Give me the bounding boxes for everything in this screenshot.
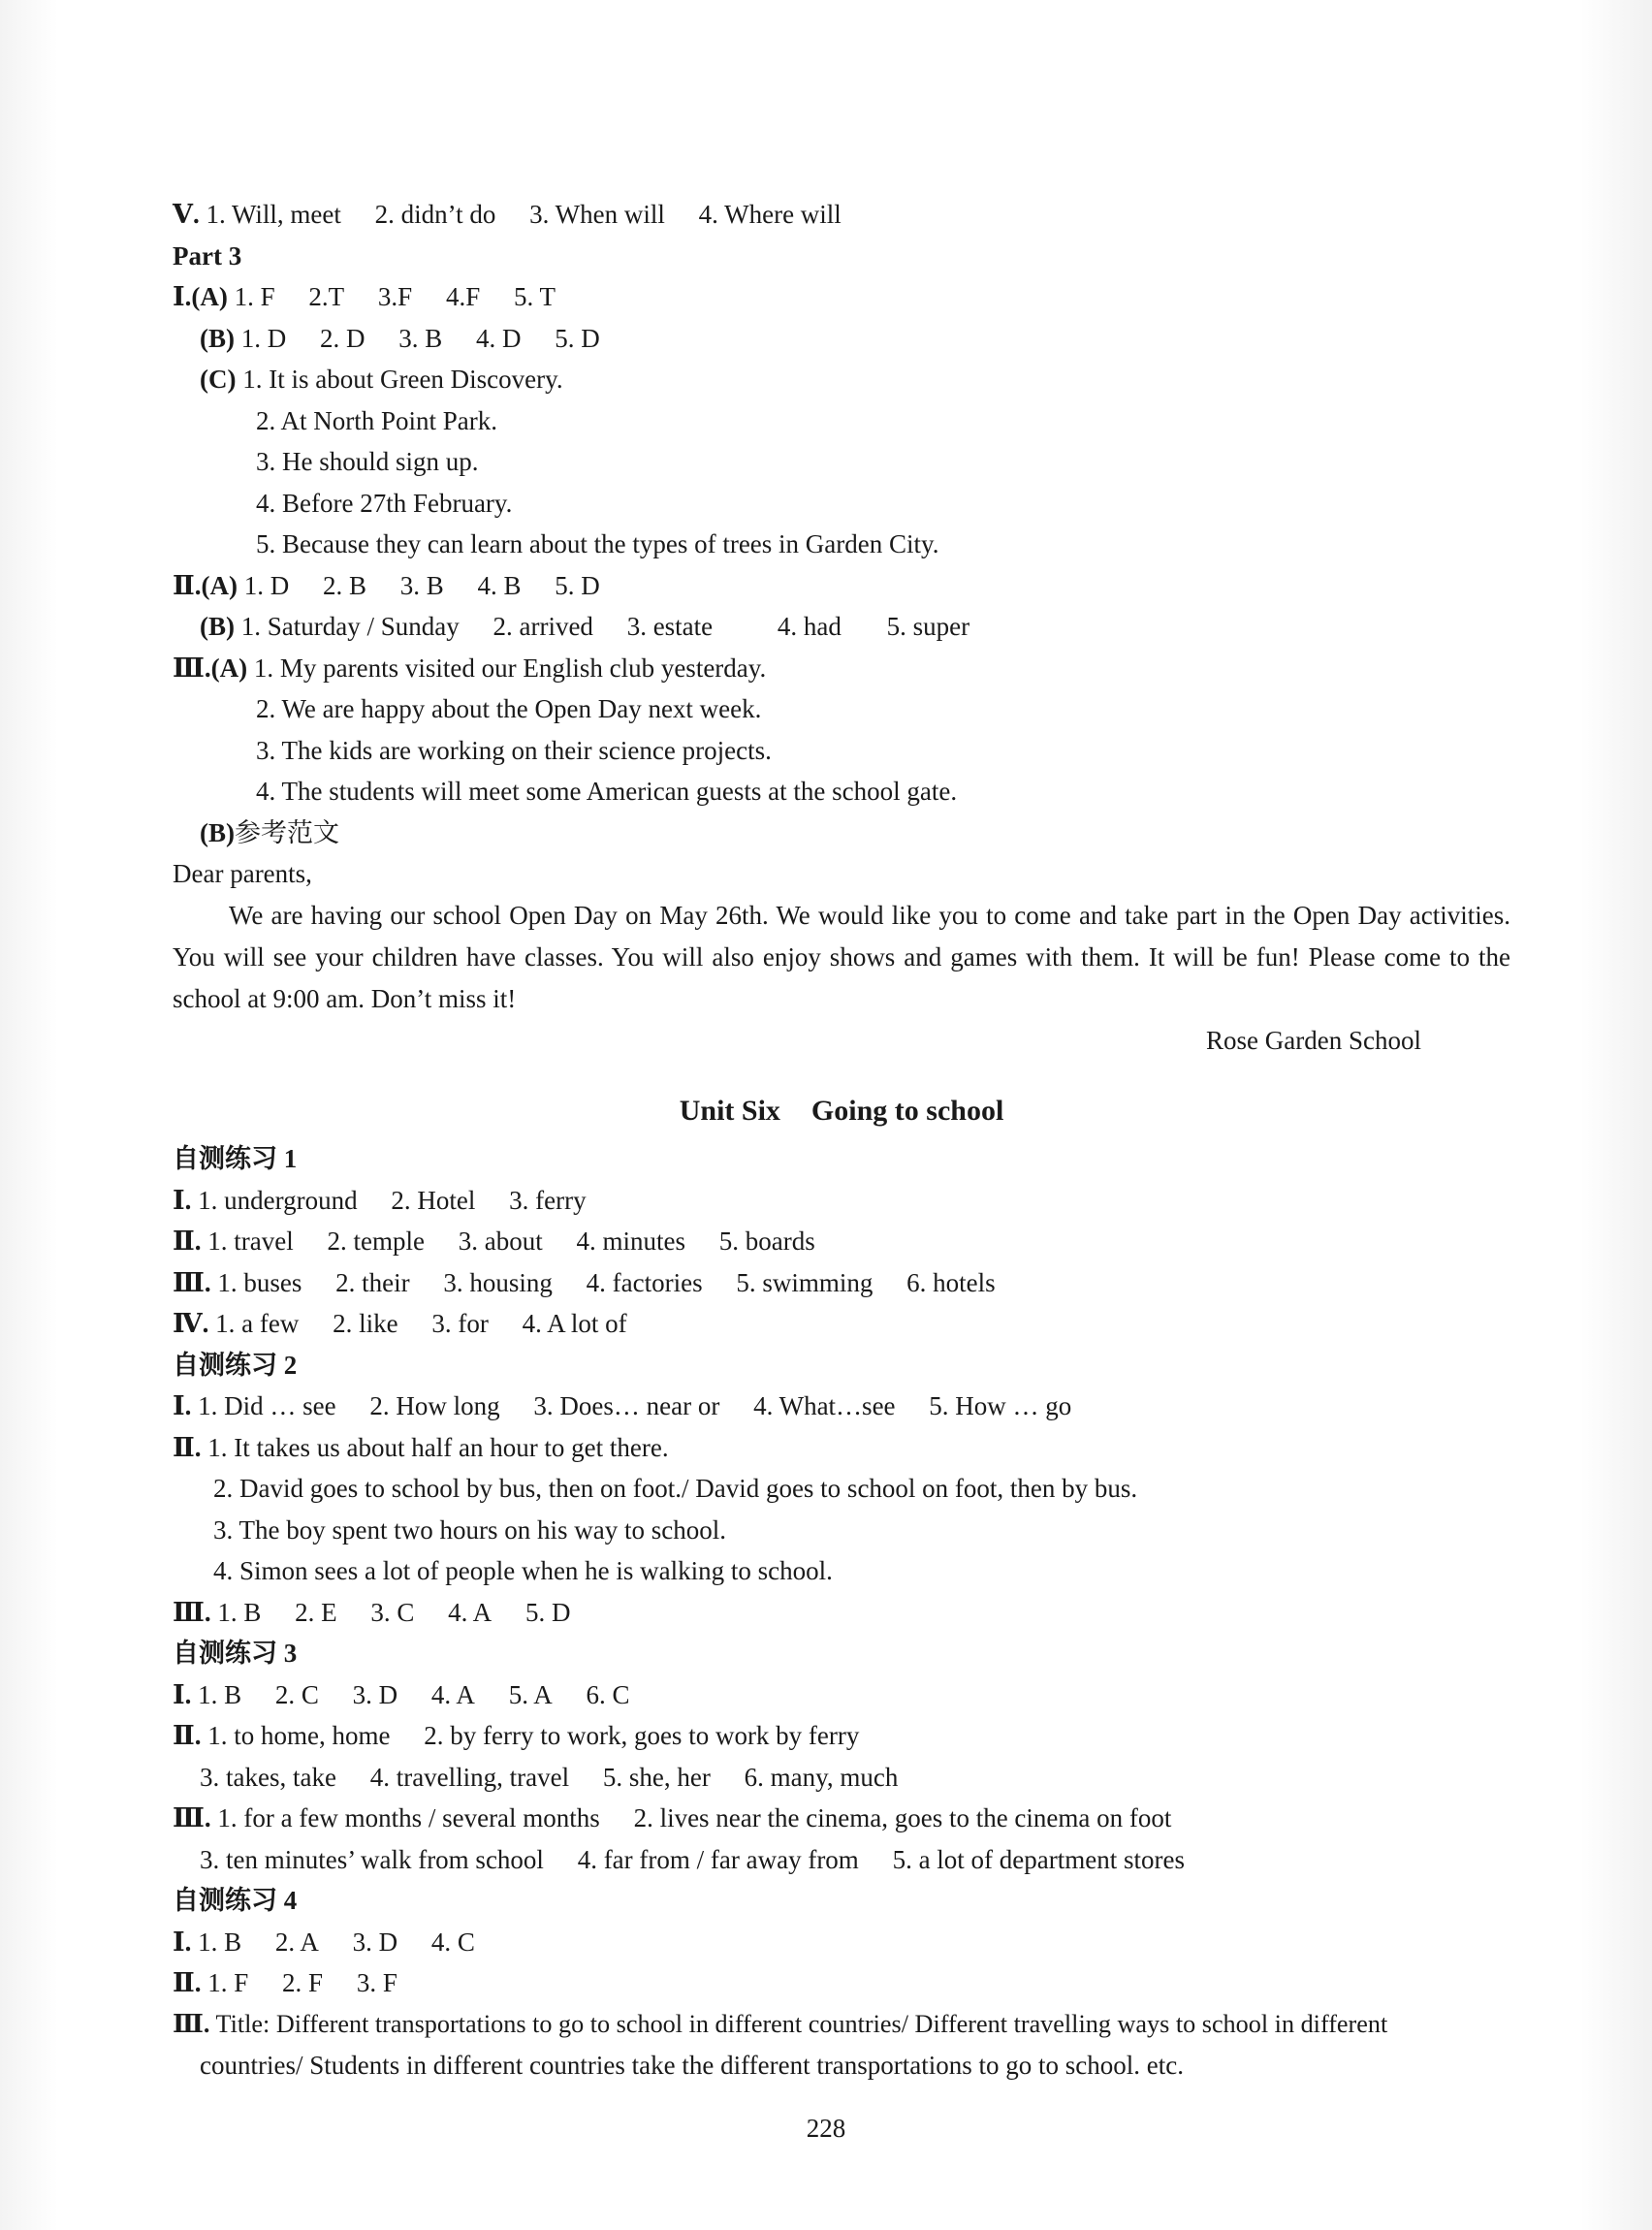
answer-row bbox=[173, 1674, 1510, 1716]
section-tag: (C) bbox=[200, 365, 237, 394]
answer-item: 2. A bbox=[274, 1927, 319, 1957]
answer-item: 3. ferry bbox=[509, 1185, 587, 1215]
answer-row-p3-3b bbox=[173, 812, 1510, 854]
answer-row-continued bbox=[173, 1839, 1510, 1881]
answer-row-v bbox=[173, 194, 1510, 236]
answer-item: 2. Hotel bbox=[391, 1185, 476, 1215]
answer-item: 3. D bbox=[352, 1679, 398, 1709]
answer-sentence: 2. We are happy about the Open Day next week. bbox=[256, 694, 762, 723]
answer-item: 1. underground bbox=[198, 1185, 358, 1215]
roman-numeral: Ⅲ. bbox=[173, 1803, 211, 1832]
answer-item: 1. Did … see bbox=[198, 1391, 336, 1420]
answer-sentence: 3. He should sign up. bbox=[256, 447, 479, 476]
answer-item: 4. travelling, travel bbox=[369, 1762, 570, 1792]
answer-item: 2. like bbox=[333, 1309, 398, 1338]
answer-row bbox=[173, 1180, 1510, 1222]
answer-item: 5. a lot of department stores bbox=[892, 1844, 1185, 1874]
answer-item: 1. F bbox=[207, 1968, 249, 1997]
answer-item: 4. What…see bbox=[753, 1391, 896, 1420]
answer-item: 6. C bbox=[586, 1679, 630, 1709]
answer-item: 2.T bbox=[308, 282, 345, 311]
unit-name: Going to school bbox=[810, 1095, 1004, 1127]
answer-item: 1. to home, home bbox=[207, 1721, 391, 1750]
answer-row-p3-1b bbox=[173, 318, 1510, 360]
section-tag: (B) bbox=[200, 817, 235, 847]
answer-row bbox=[173, 1715, 1510, 1757]
answer-item: 5. swimming bbox=[736, 1267, 874, 1297]
answer-row bbox=[173, 1386, 1510, 1427]
answer-item: 4. minutes bbox=[576, 1226, 685, 1256]
answer-row bbox=[173, 2004, 1510, 2046]
roman-numeral: Ⅰ. bbox=[173, 1679, 192, 1709]
letter-signature: Rose Garden School bbox=[1206, 1025, 1421, 1055]
answer-item: 2. B bbox=[323, 570, 367, 600]
roman-numeral: Ⅱ. bbox=[173, 1226, 202, 1256]
exercise-heading: 自测练习 2 bbox=[173, 1350, 298, 1380]
answer-row bbox=[173, 1798, 1510, 1839]
answer-item: 3. for bbox=[431, 1309, 489, 1338]
answer-item: 4. D bbox=[476, 323, 522, 353]
answer-row bbox=[173, 1427, 1510, 1469]
answer-item: 1. D bbox=[243, 570, 290, 600]
letter-salutation: Dear parents, bbox=[173, 859, 312, 888]
answer-item: 5. D bbox=[555, 570, 600, 600]
answer-item: 5. T bbox=[513, 282, 556, 311]
answer-item: 5. boards bbox=[718, 1226, 815, 1256]
answer-item: 4. had bbox=[777, 612, 842, 641]
answer-item: 1. a few bbox=[215, 1309, 300, 1338]
answer-item: 4.F bbox=[445, 282, 481, 311]
answer-item: 3. estate bbox=[626, 612, 714, 641]
roman-numeral: Ⅴ. bbox=[173, 200, 200, 229]
answer-item: 1. B bbox=[198, 1679, 242, 1709]
page-number: 228 bbox=[806, 2114, 846, 2143]
roman-numeral: Ⅳ. bbox=[173, 1309, 209, 1338]
letter-body: We are having our school Open Day on May 26th. We would like you to come and take part in the Open Day activities. You will see your children have classes. You will also enjoy shows and games with them. It will be fun! Please come to the school at 9:00 am. Don’t miss it! bbox=[173, 900, 1510, 1013]
answer-item: 6. hotels bbox=[906, 1267, 996, 1297]
roman-numeral: Ⅱ. bbox=[173, 1432, 202, 1462]
answer-item: 1. Will, meet bbox=[206, 200, 341, 229]
answer-item: 4. C bbox=[430, 1927, 475, 1957]
answer-row bbox=[173, 1592, 1510, 1634]
answer-item: 3. D bbox=[352, 1927, 398, 1957]
answer-item: 2. F bbox=[282, 1968, 324, 1997]
answer-item: 3. B bbox=[399, 570, 444, 600]
answer-row bbox=[173, 1262, 1510, 1304]
answer-row bbox=[173, 1922, 1510, 1963]
roman-numeral: Ⅲ. bbox=[173, 1597, 211, 1627]
answer-item: 4. factories bbox=[586, 1267, 703, 1297]
answer-sentence: 3. The boy spent two hours on his way to school. bbox=[213, 1514, 726, 1545]
answer-item: 4. Where will bbox=[698, 200, 842, 229]
answer-row bbox=[173, 1962, 1510, 2004]
answer-sentence: 2. At North Point Park. bbox=[256, 405, 498, 435]
answer-item: 2. their bbox=[335, 1267, 410, 1297]
answer-item: 1. B bbox=[198, 1927, 242, 1957]
answer-sentence: 4. Simon sees a lot of people when he is walking to school. bbox=[213, 1556, 833, 1585]
answer-item: 3. takes, take bbox=[200, 1762, 336, 1792]
answer-item: 1. F bbox=[234, 282, 275, 311]
section-tag: (B) bbox=[200, 323, 235, 353]
answer-sentence: 1. It takes us about half an hour to get there. bbox=[207, 1432, 669, 1462]
roman-numeral: Ⅲ. bbox=[173, 2009, 210, 2038]
answer-row-p3-1c bbox=[173, 359, 1510, 400]
roman-numeral: Ⅲ. bbox=[173, 1267, 211, 1297]
page-content bbox=[173, 194, 1510, 2087]
roman-numeral: Ⅰ. bbox=[173, 1391, 192, 1420]
answer-row bbox=[173, 1221, 1510, 1262]
answer-item: 1. B bbox=[217, 1597, 262, 1627]
answer-item: 3. F bbox=[356, 1968, 397, 1997]
answer-item: 1. buses bbox=[217, 1267, 302, 1297]
answer-item: 1. for a few months / several months bbox=[217, 1803, 600, 1832]
answer-item: 2. temple bbox=[327, 1226, 425, 1256]
exercise-heading: 自测练习 3 bbox=[173, 1639, 298, 1668]
answer-item: 5. A bbox=[508, 1679, 553, 1709]
answer-item: 5. How … go bbox=[929, 1391, 1072, 1420]
answer-item: 3. When will bbox=[529, 200, 665, 229]
answer-item: 5. super bbox=[886, 612, 970, 641]
roman-numeral: Ⅱ. bbox=[173, 1721, 202, 1750]
answer-item: 2. didn’t do bbox=[374, 200, 496, 229]
answer-item: 2. arrived bbox=[492, 612, 593, 641]
answer-item: 6. many, much bbox=[744, 1762, 899, 1792]
answer-item: 2. C bbox=[274, 1679, 319, 1709]
answer-item: 3. housing bbox=[443, 1267, 553, 1297]
answer-item: 2. How long bbox=[369, 1391, 500, 1420]
answer-sentence: 4. Before 27th February. bbox=[256, 488, 513, 518]
answer-item: 3. C bbox=[370, 1597, 415, 1627]
answer-sentence: 5. Because they can learn about the types of trees in Garden City. bbox=[256, 529, 939, 558]
answer-item: 1. travel bbox=[207, 1226, 294, 1256]
roman-numeral: Ⅲ. bbox=[173, 653, 211, 683]
answer-sentence: Title: Different transportations to go to school in different countries/ Different travelling ways to school in different bbox=[215, 2009, 1388, 2038]
answer-item: 5. D bbox=[555, 323, 600, 353]
answer-item: 3. B bbox=[398, 323, 443, 353]
answer-sentence: 1. My parents visited our English club yesterday. bbox=[253, 653, 767, 683]
section-tag: (B) bbox=[200, 612, 235, 641]
roman-numeral: Ⅱ. bbox=[173, 1968, 202, 1997]
answer-item: 3.F bbox=[377, 282, 413, 311]
answer-row-p3-1a bbox=[173, 276, 1510, 318]
roman-numeral: Ⅰ. bbox=[173, 1185, 192, 1215]
answer-item: 4. A bbox=[448, 1597, 492, 1627]
answer-sentence: 4. The students will meet some American guests at the school gate. bbox=[256, 777, 958, 806]
exercise-heading: 自测练习 1 bbox=[173, 1144, 298, 1173]
answer-row-continued bbox=[173, 1757, 1510, 1799]
answer-sentence: 3. The kids are working on their science projects. bbox=[256, 735, 772, 765]
section-tag: (A) bbox=[191, 282, 228, 311]
answer-item: 4. A bbox=[430, 1679, 475, 1709]
answer-row-p3-2b bbox=[173, 606, 1510, 648]
answer-item: 2. by ferry to work, goes to work by ferry bbox=[424, 1721, 860, 1750]
roman-numeral: Ⅰ. bbox=[173, 282, 192, 311]
answer-item: 2. lives near the cinema, goes to the cinema on foot bbox=[633, 1803, 1172, 1832]
answer-item: 5. D bbox=[524, 1597, 571, 1627]
answer-item: 1. D bbox=[240, 323, 287, 353]
answer-sentence: 2. David goes to school by bus, then on foot./ David goes to school on foot, then by bus. bbox=[213, 1474, 1138, 1503]
answer-item: 5. she, her bbox=[602, 1762, 711, 1792]
unit-number: Unit Six bbox=[679, 1095, 780, 1127]
answer-item: 2. D bbox=[320, 323, 365, 353]
roman-numeral: Ⅰ. bbox=[173, 1927, 192, 1957]
answer-item: 1. Saturday / Sunday bbox=[240, 612, 460, 641]
answer-item: 4. far from / far away from bbox=[577, 1844, 859, 1874]
sample-essay-label: 参考范文 bbox=[235, 817, 339, 847]
answer-item: 2. E bbox=[295, 1597, 337, 1627]
answer-row-p3-3a bbox=[173, 648, 1510, 689]
answer-row-p3-2a bbox=[173, 565, 1510, 607]
section-tag: (A) bbox=[210, 653, 248, 683]
exercise-heading: 自测练习 4 bbox=[173, 1886, 298, 1915]
answer-sentence: countries/ Students in different countries take the different transportations to go to school. etc. bbox=[200, 2051, 1185, 2080]
answer-item: 3. Does… near or bbox=[533, 1391, 720, 1420]
roman-numeral: Ⅱ. bbox=[173, 570, 202, 600]
answer-item: 4. A lot of bbox=[522, 1309, 627, 1338]
answer-sentence: 1. It is about Green Discovery. bbox=[242, 365, 563, 394]
answer-item: 3. about bbox=[458, 1226, 543, 1256]
answer-row bbox=[173, 1303, 1510, 1345]
answer-item: 3. ten minutes’ walk from school bbox=[200, 1844, 544, 1874]
unit-title bbox=[173, 1088, 1510, 1134]
part-heading: Part 3 bbox=[173, 240, 242, 271]
answer-item: 4. B bbox=[477, 570, 522, 600]
section-tag: (A) bbox=[201, 570, 238, 600]
